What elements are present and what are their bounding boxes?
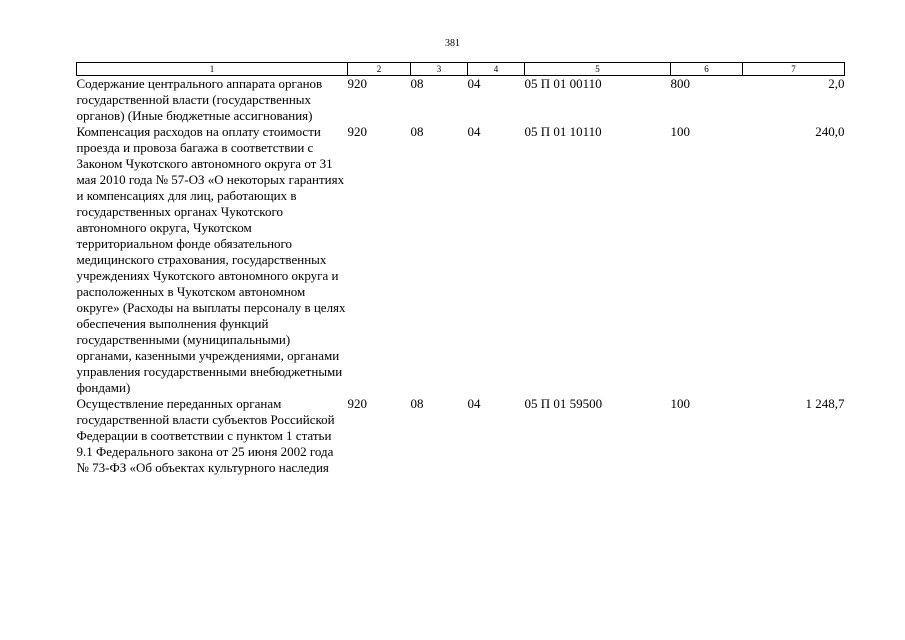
row-expense-type: 800 xyxy=(670,76,690,91)
column-header-subsection: 4 xyxy=(468,63,525,76)
row-amount: 1 248,7 xyxy=(805,396,845,411)
table-header xyxy=(77,63,845,76)
row-subsection: 04 xyxy=(467,396,481,411)
row-section: 08 xyxy=(410,124,424,139)
column-number-row xyxy=(77,63,845,76)
row-name: Компенсация расходов на оплату стоимости проезда и провоза багажа в соответствии с Законом Чукотского автономного округа от 31 мая 2010 года № 57-ОЗ «О некоторых гарантиях и компенсациях для лиц, работающих в государственных органах Чукотского автономного округа, Чукотском территориальном фонде обязательного медицинского страхования, государственных учреждениях Чукотского автономного округа и расположенных в Чукотском автономном округе» (Расходы на выплаты персоналу в целях обеспечения выполнения функций государственными (муниципальными) органами, казенными учреждениями, органами управления государственными внебюджетными фондами) xyxy=(76,124,346,395)
column-header-amount: 7 xyxy=(743,63,845,76)
row-name: Содержание центрального аппарата органов государственной власти (государственных органов) (Иные бюджетные ассигнования) xyxy=(76,76,323,123)
row-name: Осуществление переданных органам государственной власти субъектов Российской Федерации в соответствии с пунктом 1 статьи 9.1 Федерального закона от 25 июня 2002 года № 73-ФЗ «Об объектах культурного наследия xyxy=(76,396,335,475)
row-ministry: 920 xyxy=(347,124,367,139)
row-target-article: 05 П 01 00110 xyxy=(524,76,602,91)
row-section: 08 xyxy=(410,396,424,411)
column-header-target-article: 5 xyxy=(525,63,671,76)
row-subsection: 04 xyxy=(467,124,481,139)
page-number: 381 xyxy=(445,38,460,49)
column-header-name: 1 xyxy=(77,63,348,76)
row-amount: 2,0 xyxy=(828,76,845,91)
row-amount: 240,0 xyxy=(815,124,845,139)
row-subsection: 04 xyxy=(467,76,481,91)
row-target-article: 05 П 01 59500 xyxy=(524,396,603,411)
row-target-article: 05 П 01 10110 xyxy=(524,124,602,139)
table-row xyxy=(77,396,845,476)
column-header-ministry: 2 xyxy=(348,63,411,76)
row-ministry: 920 xyxy=(347,396,367,411)
row-section: 08 xyxy=(410,76,424,91)
column-header-section: 3 xyxy=(411,63,468,76)
table-row xyxy=(77,124,845,396)
table-row xyxy=(77,76,845,125)
row-ministry: 920 xyxy=(347,76,367,91)
column-header-expense-type: 6 xyxy=(671,63,743,76)
row-expense-type: 100 xyxy=(670,124,690,139)
budget-table xyxy=(76,62,845,476)
row-expense-type: 100 xyxy=(670,396,690,411)
